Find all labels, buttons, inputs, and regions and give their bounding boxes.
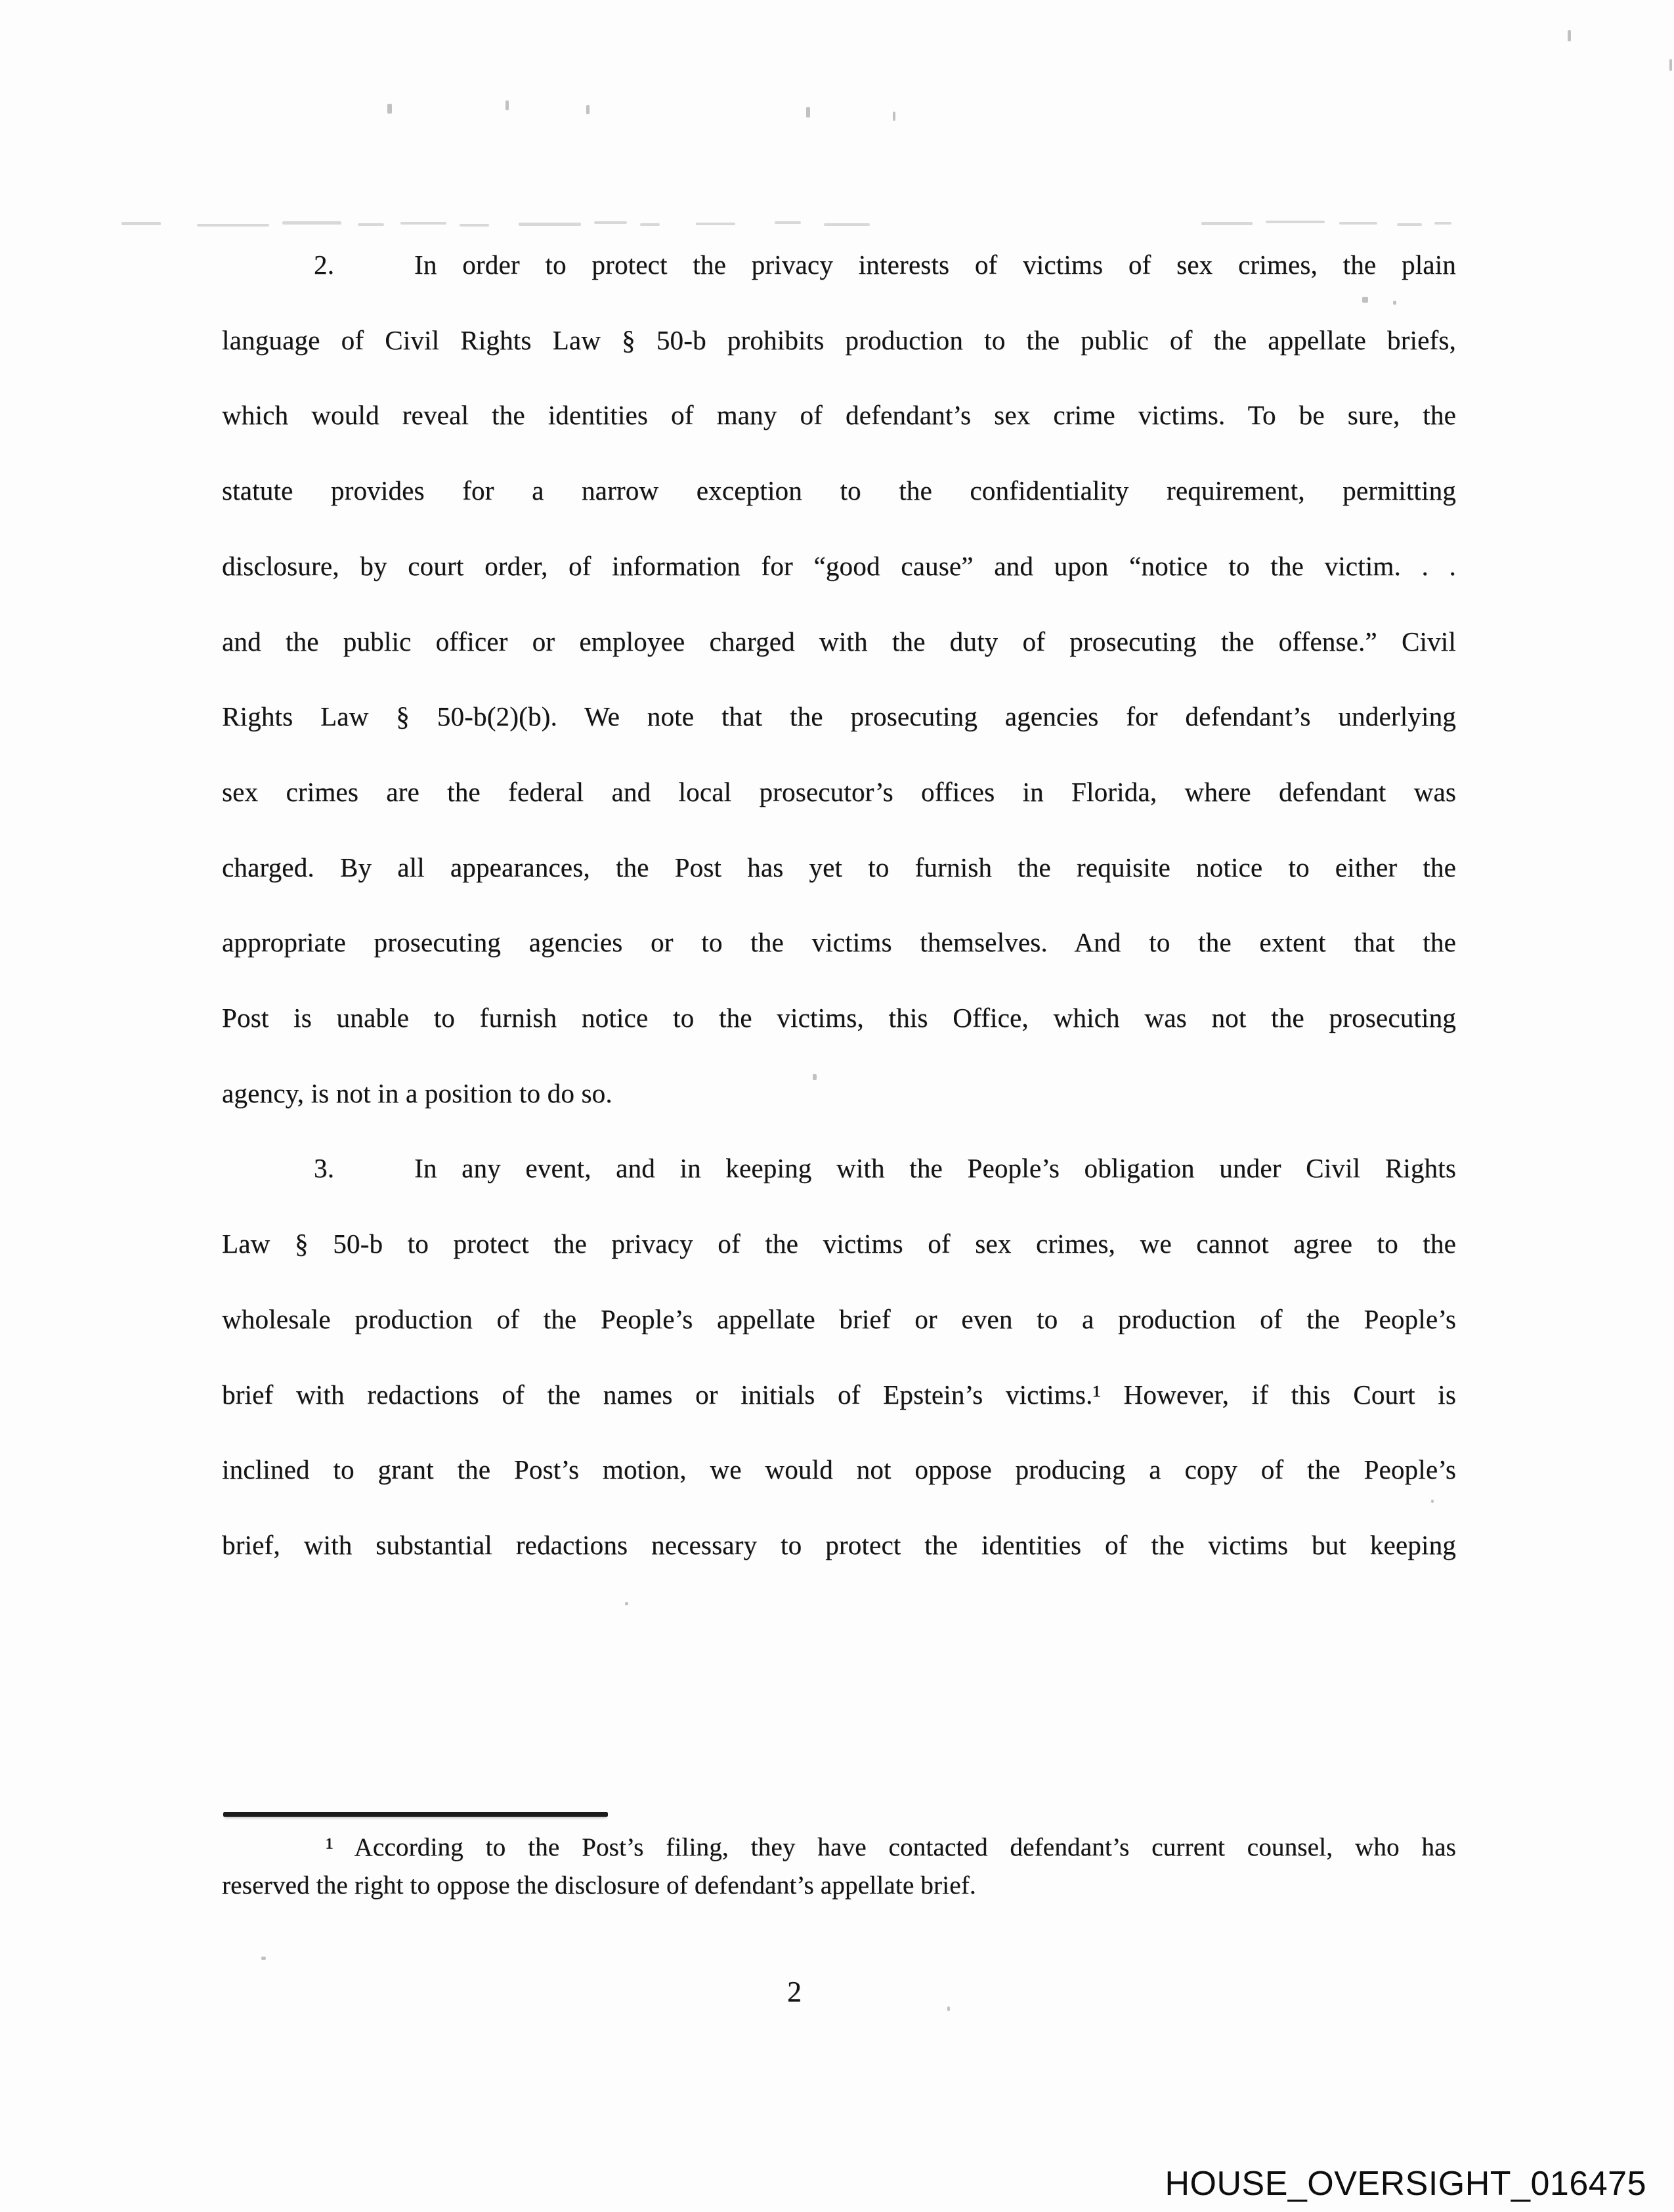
scan-artifact: [400, 222, 446, 225]
body-line-text: which would reveal the identities of many of defendant’s sex crime victims. To be sure, the: [222, 400, 1456, 430]
scan-artifact: [121, 222, 161, 225]
body-line-text: appropriate prosecuting agencies or to the victims themselves. And to the extent that the: [222, 927, 1456, 957]
scan-artifact: [1201, 222, 1253, 225]
footnote-separator: [223, 1812, 608, 1817]
body-line: [222, 1303, 1456, 1335]
body-line: [222, 700, 1456, 733]
body-line-text: sex crimes are the federal and local prosecutor’s offices in Florida, where defendant was: [222, 777, 1456, 807]
scan-artifact: [1339, 222, 1377, 225]
scan-artifact: [1362, 297, 1368, 303]
footnote-line-text: reserved the right to oppose the disclosure of defendant’s appellate brief.: [222, 1871, 976, 1899]
scan-artifact: [806, 107, 810, 118]
scan-artifact: [947, 2006, 950, 2011]
scan-artifact: [261, 1957, 266, 1960]
scan-artifact: [1568, 30, 1571, 41]
body-line-text: charged. By all appearances, the Post has yet to furnish the requisite notice to either the: [222, 852, 1456, 882]
paragraph-number: 3.: [314, 1153, 335, 1183]
footnote-line-text: ¹ According to the Post’s filing, they have contacted defendant’s current counsel, who has: [326, 1833, 1456, 1861]
body-line-text: wholesale production of the People’s appellate brief or even to a production of the People’s: [222, 1304, 1456, 1334]
body-line-text: agency, is not in a position to do so.: [222, 1078, 612, 1108]
body-line-text: In any event, and in keeping with the People’s obligation under Civil Rights: [414, 1153, 1456, 1183]
scan-artifact: [893, 112, 895, 121]
scan-artifact: [1393, 301, 1396, 305]
body-line: [222, 1378, 1456, 1411]
scan-artifact: [358, 223, 384, 226]
scan-artifact: [594, 221, 627, 224]
scan-artifact: [519, 223, 581, 226]
body-line: [222, 1529, 1456, 1561]
bates-number: HOUSE_OVERSIGHT_016475: [1165, 2165, 1646, 2203]
scan-artifact: [696, 223, 735, 225]
body-line: [222, 399, 1456, 431]
body-line-text: and the public officer or employee charged with the duty of prosecuting the offense.” Civil: [222, 626, 1456, 657]
body-line: [222, 1152, 1456, 1184]
body-line: [222, 1453, 1456, 1486]
paragraph-number: 2.: [314, 249, 335, 280]
scan-artifact: [387, 104, 392, 114]
body-line: [222, 625, 1456, 658]
body-line-text: In order to protect the privacy interests of victims of sex crimes, the plain: [414, 249, 1456, 280]
body-line: [222, 1001, 1456, 1034]
scan-artifact: [1397, 223, 1422, 226]
body-line: [222, 926, 1456, 959]
scan-artifact: [197, 224, 269, 227]
body-line: [222, 775, 1456, 808]
body-line-text: statute provides for a narrow exception to the confidentiality requirement, permitting: [222, 475, 1456, 506]
body-line: [222, 474, 1456, 507]
scan-artifact: [282, 221, 341, 225]
scan-artifact: [1434, 222, 1451, 225]
body-line-text: disclosure, by court order, of information for “good cause” and upon “notice to the victim. . .: [222, 551, 1456, 581]
scan-artifact: [1266, 221, 1325, 223]
body-line-text: brief, with substantial redactions necessary to protect the identities of the victims but keeping: [222, 1530, 1456, 1560]
scan-artifact: [775, 221, 801, 224]
body-line-text: brief with redactions of the names or initials of Epstein’s victims.¹ However, if this Court is: [222, 1379, 1456, 1410]
body-line: [222, 1227, 1456, 1260]
body-line-text: Law § 50-b to protect the privacy of the victims of sex crimes, we cannot agree to the: [222, 1228, 1456, 1259]
scan-artifact: [625, 1602, 628, 1605]
page-number: 2: [787, 1976, 802, 2008]
footnote-line: [222, 1832, 1456, 1863]
body-line-text: language of Civil Rights Law § 50-b prohibits production to the public of the appellate briefs,: [222, 325, 1456, 355]
scan-artifact: [586, 105, 590, 114]
footnote-line: [222, 1870, 1456, 1901]
scan-artifact: [460, 224, 489, 227]
body-line-text: Post is unable to furnish notice to the victims, this Office, which was not the prosecuting: [222, 1003, 1456, 1033]
body-line: [222, 550, 1456, 582]
scan-artifact: [640, 223, 660, 226]
body-line: [222, 248, 1456, 281]
scan-artifact: [505, 100, 509, 110]
body-line: [222, 1077, 1456, 1110]
scan-artifact: [1669, 59, 1672, 71]
scan-artifact: [824, 223, 870, 226]
body-line-text: inclined to grant the Post’s motion, we would not oppose producing a copy of the People’s: [222, 1454, 1456, 1485]
body-line-text: Rights Law § 50-b(2)(b). We note that the prosecuting agencies for defendant’s underlying: [222, 701, 1456, 731]
body-line: [222, 851, 1456, 884]
body-line: [222, 324, 1456, 357]
scan-artifact: [1431, 1500, 1434, 1503]
